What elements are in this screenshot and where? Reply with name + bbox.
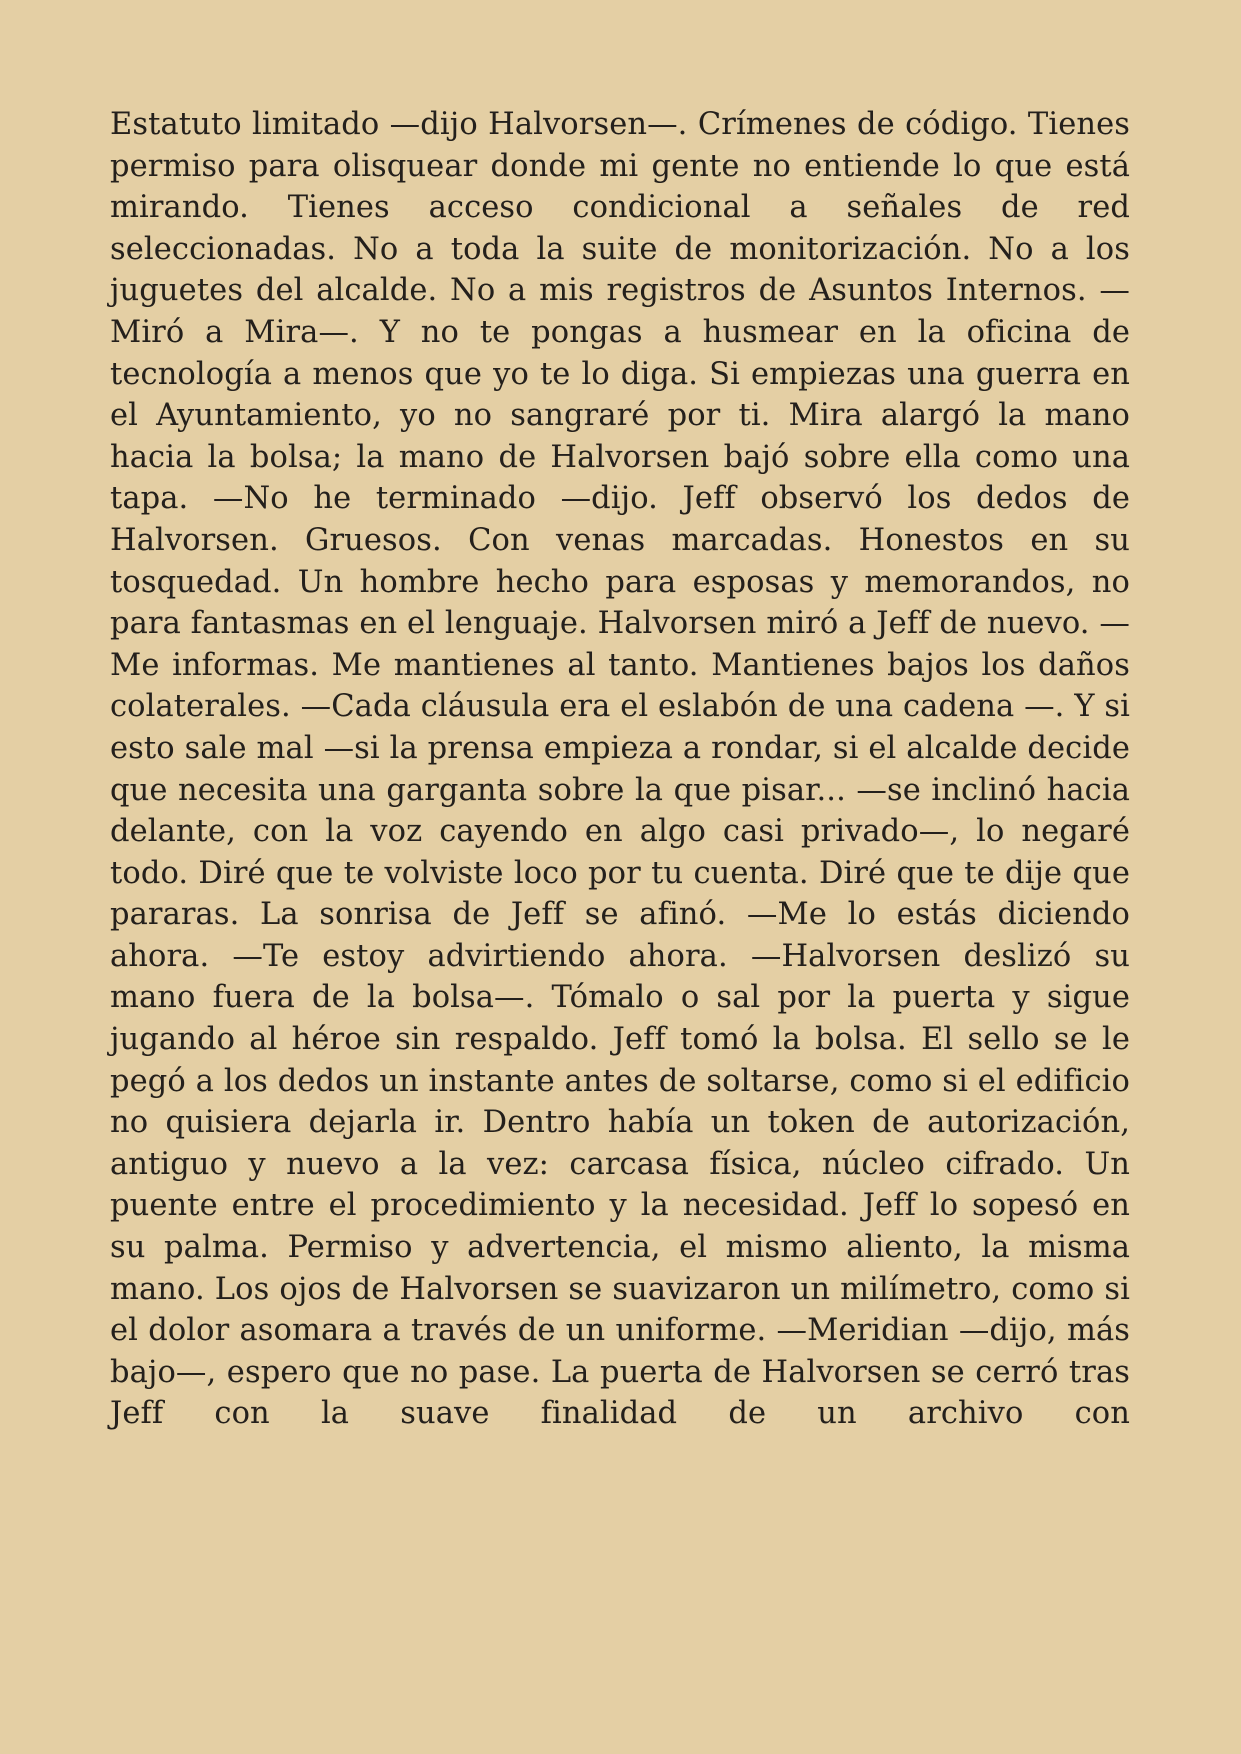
- body-paragraph: Estatuto limitado —dijo Halvorsen—. Crímenes de código. Tienes permiso para olisquear donde mi gente no entiende lo que está mirando. Tienes acceso condicional a señales de red seleccionadas. No a toda la suite de monitorización. No a los juguetes del alcalde. No a mis registros de Asuntos Internos. —Miró a Mira—. Y no te pongas a husmear en la oficina de tecnología a menos que yo te lo diga. Si empiezas una guerra en el Ayuntamiento, yo no sangraré por ti. Mira alargó la mano hacia la bolsa; la mano de Halvorsen bajó sobre ella como una tapa. —No he terminado —dijo. Jeff observó los dedos de Halvorsen. Gruesos. Con venas marcadas. Honestos en su tosquedad. Un hombre hecho para esposas y memorandos, no para fantasmas en el lenguaje. Halvorsen miró a Jeff de nuevo. —Me informas. Me mantienes al tanto. Mantienes bajos los daños colaterales. —Cada cláusula era el eslabón de una cadena —. Y si esto sale mal —si la prensa empieza a rondar, si el alcalde decide que necesita una garganta sobre la que pisar... —se inclinó hacia delante, con la voz cayendo en algo casi privado—, lo negaré todo. Diré que te volviste loco por tu cuenta. Diré que te dije que pararas. La sonrisa de Jeff se afinó. —Me lo estás diciendo ahora. —Te estoy advirtiendo ahora. —Halvorsen deslizó su mano fuera de la bolsa—. Tómalo o sal por la puerta y sigue jugando al héroe sin respaldo. Jeff tomó la bolsa. El sello se le pegó a los dedos un instante antes de soltarse, como si el edificio no quisiera dejarla ir. Dentro había un token de autorización, antiguo y nuevo a la vez: carcasa física, núcleo cifrado. Un puente entre el procedimiento y la necesidad. Jeff lo sopesó en su palma. Permiso y advertencia, el mismo aliento, la misma mano. Los ojos de Halvorsen se suavizaron un milímetro, como si el dolor asomara a través de un uniforme. —Meridian —dijo, más bajo—, espero que no pase. La puerta de Halvorsen se cerró tras Jeff con la suave finalidad de un archivo con: [110, 107, 1130, 1432]
- text-column: [110, 104, 1130, 1477]
